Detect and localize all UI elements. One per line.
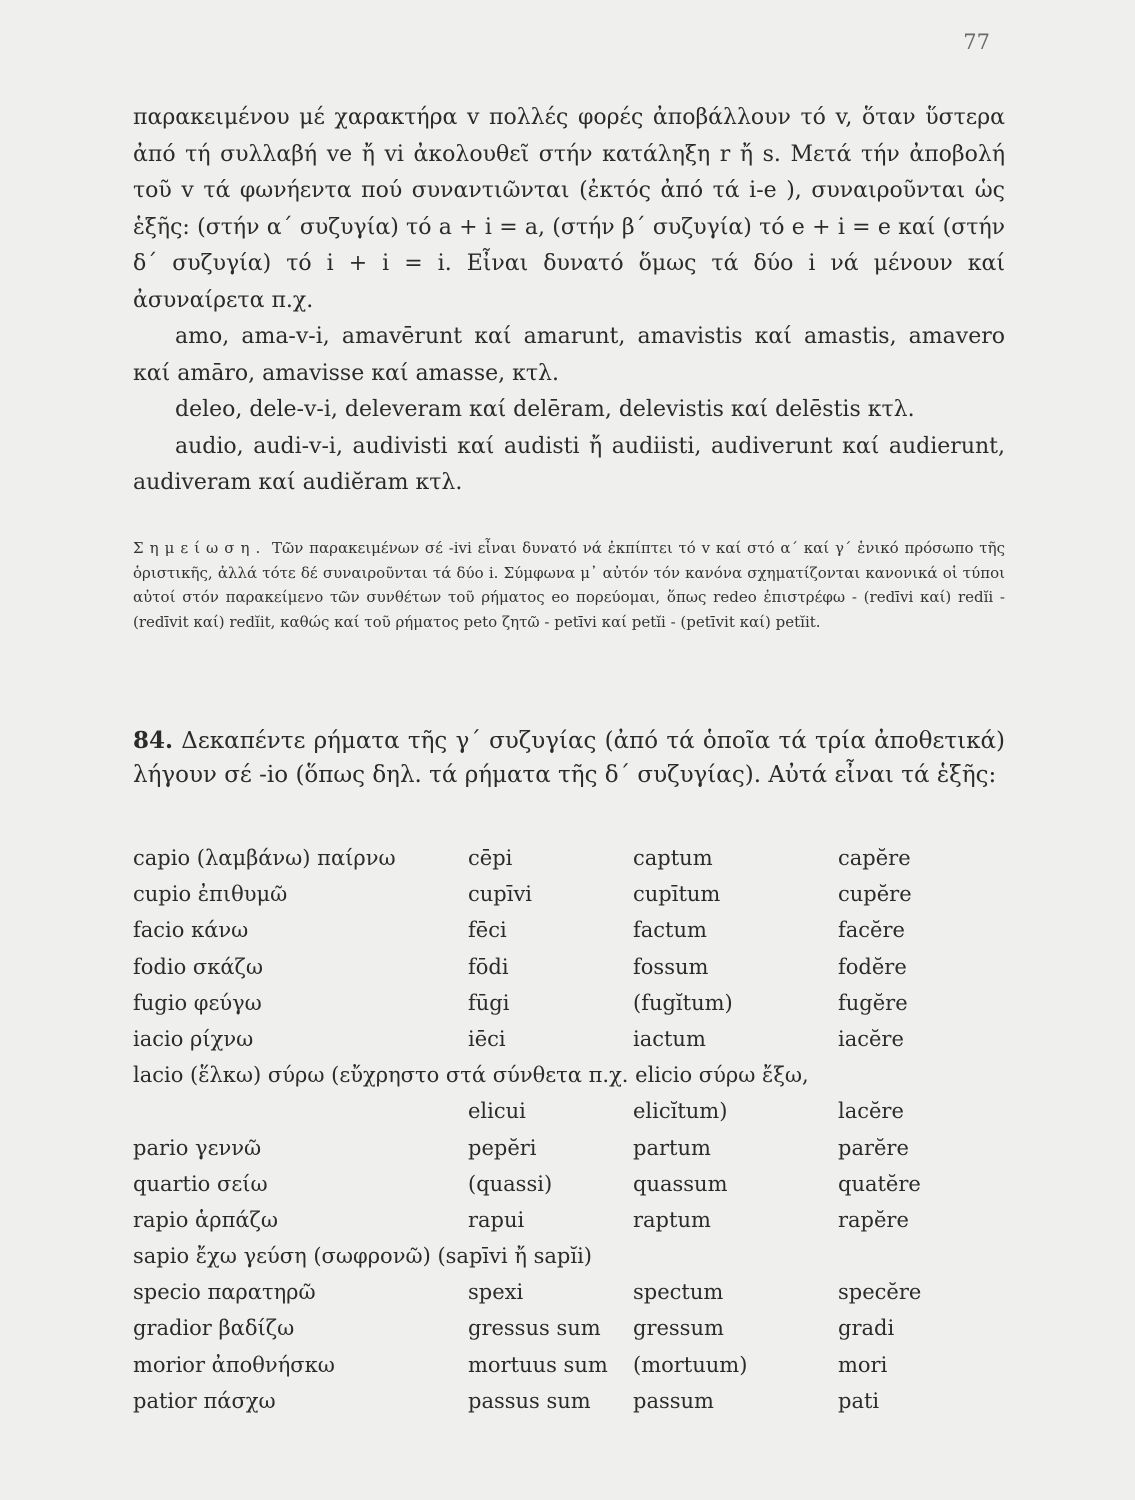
verb-present: iacio ρίχνω: [133, 1026, 254, 1051]
verb-infinitive: specĕre: [838, 1280, 922, 1305]
verb-supine: elicĭtum): [633, 1099, 728, 1124]
main-text: [133, 100, 1005, 502]
note-block: [133, 536, 1005, 634]
verb-supine: fossum: [633, 954, 709, 979]
verb-present: lacio (ἕλκω) σύρω (εὔχρηστο στά σύνθετα π.χ. elicio σύρω ἔξω,: [133, 1063, 809, 1088]
verb-infinitive: pati: [838, 1388, 880, 1413]
paragraph: deleo, dele-v-i, deleveram καί delēram, delevistis καί delēstis κτλ.: [175, 397, 915, 422]
verb-perfect: rapui: [468, 1207, 525, 1232]
verb-supine: (mortuum): [633, 1352, 748, 1377]
verb-present: patior πάσχω: [133, 1388, 276, 1413]
verb-perfect: gressus sum: [468, 1316, 601, 1341]
verb-present: morior ἀποθνήσκω: [133, 1352, 335, 1377]
verb-row: [133, 1166, 1013, 1202]
verb-row: [133, 1202, 1013, 1238]
verb-infinitive: rapĕre: [838, 1207, 909, 1232]
verb-supine: gressum: [633, 1316, 724, 1341]
verb-infinitive: mori: [838, 1352, 888, 1377]
paragraph: audio, audi-v-i, audivisti καί audisti ἤ audiisti, audiverunt καί audierunt, audiveram καί audiĕram κτλ.: [133, 433, 1005, 495]
verb-present: sapio ἔχω γεύση (σωφρονῶ) (sapīvi ἤ sapĭi): [133, 1244, 592, 1269]
verb-supine: partum: [633, 1135, 711, 1160]
verb-infinitive: facĕre: [838, 918, 905, 943]
verb-row: [133, 1021, 1013, 1057]
verb-infinitive: fodĕre: [838, 954, 907, 979]
verb-row: [133, 949, 1013, 985]
verb-supine: factum: [633, 918, 707, 943]
verb-perfect: pepĕri: [468, 1135, 537, 1160]
verb-perfect: mortuus sum: [468, 1352, 608, 1377]
verb-perfect: spexi: [468, 1280, 524, 1305]
verb-present: gradior βαδίζω: [133, 1316, 295, 1341]
verb-supine: raptum: [633, 1207, 711, 1232]
verb-perfect: fēci: [468, 918, 507, 943]
verb-present: pario γεννῶ: [133, 1135, 262, 1160]
verb-present: cupio ἐπιθυμῶ: [133, 882, 288, 907]
verb-present: facio κάνω: [133, 918, 249, 943]
verb-infinitive: lacĕre: [838, 1099, 904, 1124]
verb-present: capio (λαμβάνω) παίρνω: [133, 846, 396, 870]
verb-row: [133, 876, 1013, 912]
verb-infinitive: gradi: [838, 1316, 895, 1341]
verb-infinitive: iacĕre: [838, 1026, 904, 1051]
verb-table: [133, 840, 1013, 1419]
verb-row: [133, 912, 1013, 948]
verb-row: [133, 1130, 1013, 1166]
verb-supine: (fugĭtum): [633, 990, 733, 1015]
verb-present: specio παρατηρῶ: [133, 1280, 316, 1305]
verb-supine: iactum: [633, 1026, 706, 1051]
verb-perfect: (quassi): [468, 1171, 553, 1196]
verb-infinitive: cupĕre: [838, 882, 912, 907]
verb-perfect: passus sum: [468, 1388, 591, 1413]
verb-present: fugio φεύγω: [133, 990, 262, 1015]
page-number: 77: [963, 30, 990, 54]
verb-infinitive: fugĕre: [838, 990, 908, 1015]
verb-perfect: cupīvi: [468, 882, 533, 907]
verb-perfect: iēci: [468, 1026, 506, 1051]
verb-row: [133, 840, 1013, 876]
verb-row: [133, 1310, 1013, 1346]
verb-present: quartio σείω: [133, 1171, 268, 1196]
verb-perfect: fūgi: [468, 990, 510, 1015]
verb-infinitive: capĕre: [838, 846, 911, 870]
verb-infinitive: parĕre: [838, 1135, 909, 1160]
verb-row: [133, 1093, 1013, 1129]
verb-supine: passum: [633, 1388, 714, 1413]
section-text: Δεκαπέντε ρήματα τῆς γ΄ συζυγίας (ἀπό τά ὁποῖα τά τρία ἀποθετικά) λήγουν σέ -io (ὅπως δηλ. τά ρήματα τῆς δ΄ συζυγίας). Αὐτά εἶναι τά ἑξῆς:: [133, 728, 1005, 788]
verb-perfect: fōdi: [468, 954, 509, 979]
verb-row: [133, 1057, 1013, 1093]
paragraph: παρακειμένου μέ χαρακτήρα v πολλές φορές ἀποβάλλουν τό v, ὅταν ὕστερα ἀπό τή συλλαβή ve ἤ vi ἀκολουθεῖ στήν κατάληξη r ἤ s. Μετά τήν ἀποβολή τοῦ v τά φωνήεντα πού συναντιῶνται (ἐκτός ἀπό τά i-e ), συναιροῦνται ὡς ἑξῆς: (στήν α΄ συζυγία) τό a + i = a, (στήν β΄ συζυγία) τό e + i = e καί (στήν δ΄ συζυγία) τό i + i = i. Εἶναι δυνατό ὅμως τά δύο i νά μένουν καί ἀσυναίρετα π.χ.: [133, 105, 1005, 313]
verb-supine: captum: [633, 846, 713, 870]
verb-perfect: elicui: [468, 1099, 526, 1124]
verb-infinitive: quatĕre: [838, 1171, 921, 1196]
section-84: [133, 724, 1005, 792]
verb-row: [133, 1383, 1013, 1419]
verb-row: [133, 1274, 1013, 1310]
note-text: Τῶν παρακειμένων σέ -ivi εἶναι δυνατό νά ἐκπίπτει τό v καί στό α΄ καί γ΄ ἑνικό πρόσωπο τῆς ὁριστικῆς, ἀλλά τότε δέ συναιροῦνται τά δύο i. Σύμφωνα μ᾽ αὐτόν τόν κανόνα σχηματίζονται κανονικά οἱ τύποι αὐτοί στόν παρακείμενο τῶν συνθέτων τοῦ ρήματος eo πορεύομαι, ὅπως redeo ἐπιστρέφω - (redīvi καί) redĭi - (redīvit καί) redĭit, καθώς καί τοῦ ρήματος peto ζητῶ - petīvi καί petĭi - (petīvit καί) petĭit.: [133, 539, 1005, 631]
verb-supine: quassum: [633, 1171, 728, 1196]
note-label: Σημείωση.: [133, 539, 267, 557]
verb-supine: cupītum: [633, 882, 721, 907]
verb-perfect: cēpi: [468, 846, 513, 870]
paragraph: amo, ama-v-i, amavērunt καί amarunt, amavistis καί amastis, amavero καί amāro, amavisse καί amasse, κτλ.: [133, 324, 1005, 386]
verb-supine: spectum: [633, 1280, 724, 1305]
verb-present: fodio σκάζω: [133, 954, 264, 979]
verb-row: [133, 985, 1013, 1021]
verb-row: [133, 1347, 1013, 1383]
verb-row: [133, 1238, 1013, 1274]
verb-present: rapio ἁρπάζω: [133, 1207, 279, 1232]
section-number: 84.: [133, 727, 174, 754]
